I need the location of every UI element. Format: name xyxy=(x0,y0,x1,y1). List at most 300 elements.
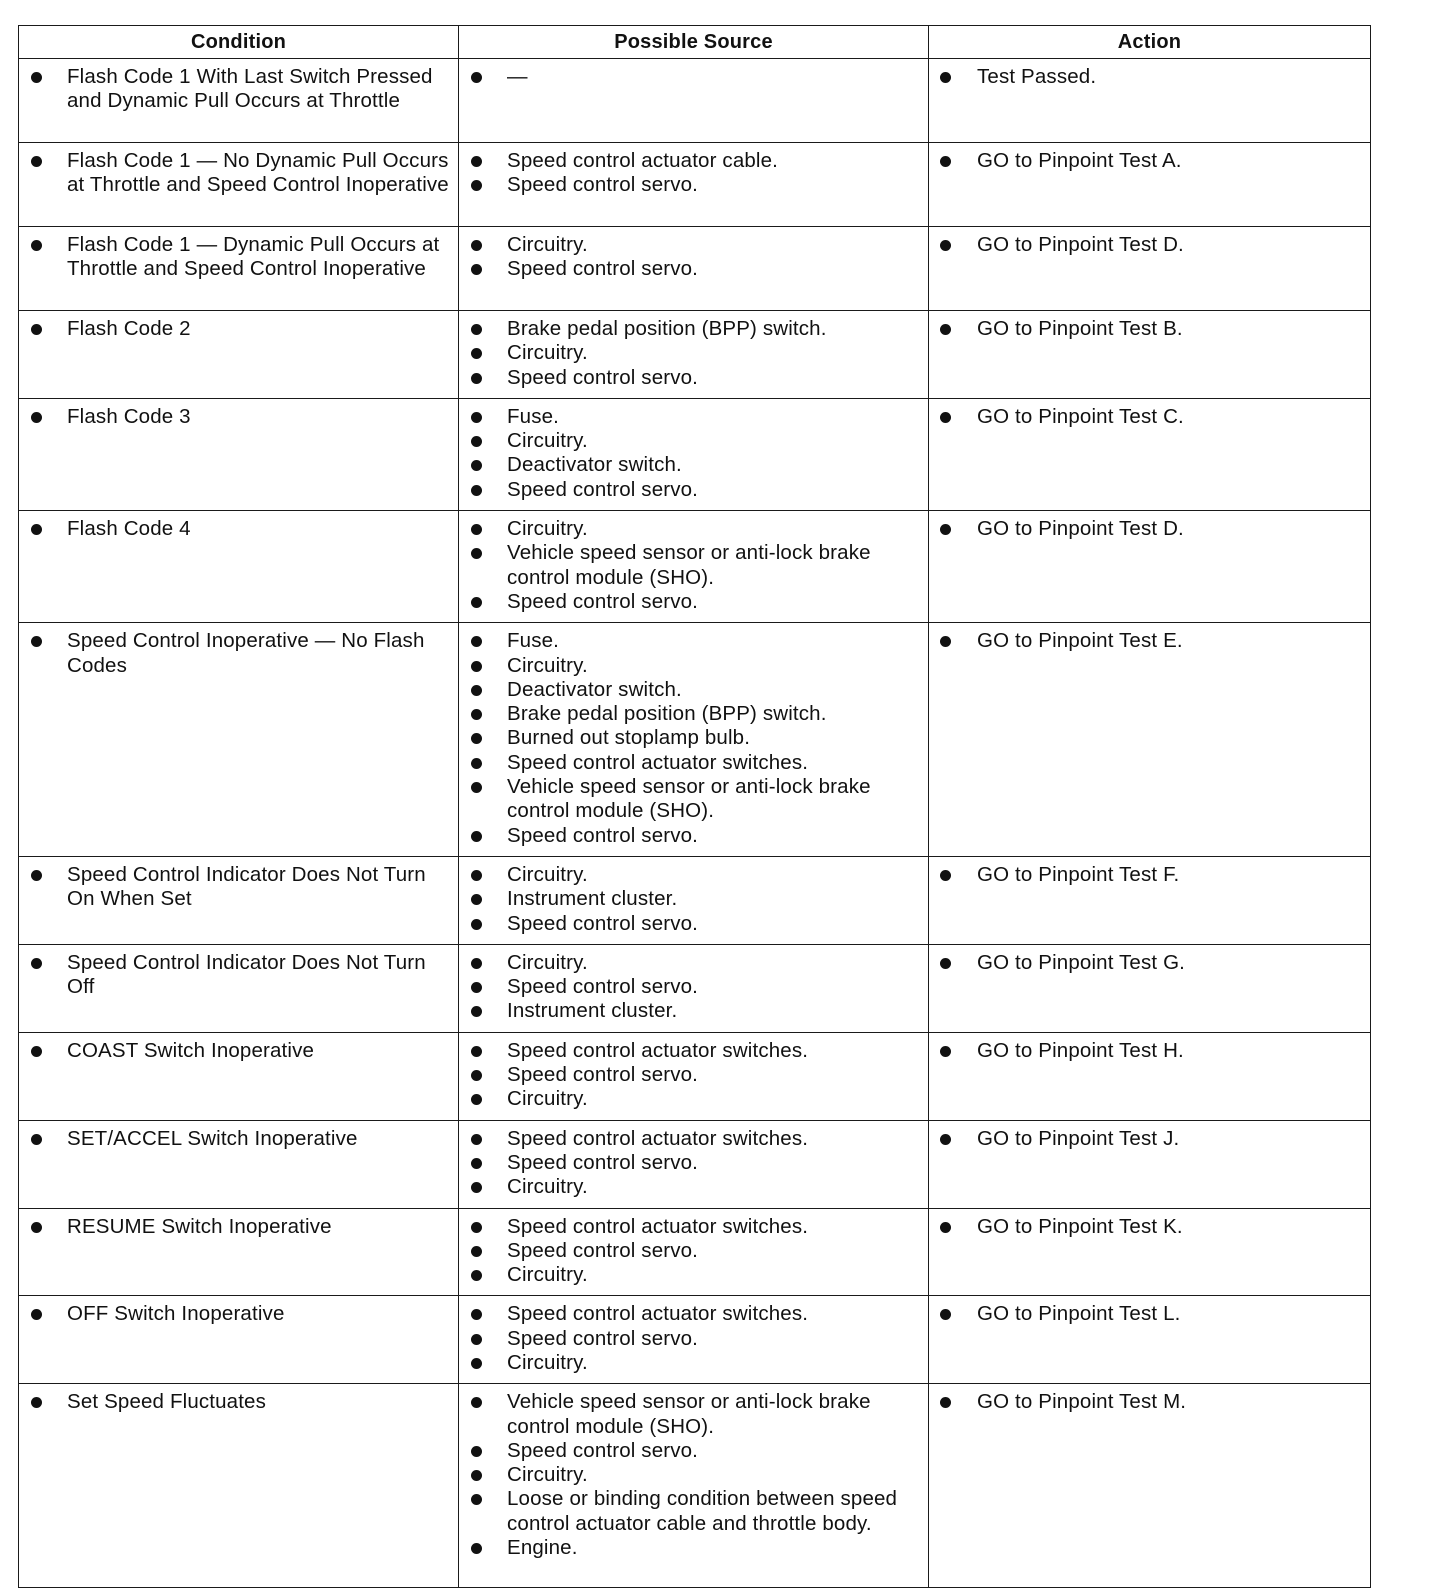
condition-item-text: Flash Code 2 xyxy=(67,317,191,340)
source-item xyxy=(459,478,928,502)
condition-list xyxy=(19,59,458,122)
source-item-text: Circuitry. xyxy=(507,1087,588,1111)
bullet-icon xyxy=(471,661,482,672)
condition-item xyxy=(19,1302,458,1326)
condition-item-text: Flash Code 1 — Dynamic Pull Occurs at Throttle and Speed Control Inoperative xyxy=(67,233,440,281)
possible-source-list xyxy=(459,945,928,1032)
action-cell xyxy=(929,143,1371,227)
bullet-icon xyxy=(471,1334,482,1345)
action-cell xyxy=(929,623,1371,857)
bullet-icon xyxy=(471,548,482,559)
source-item-text: Speed control servo. xyxy=(507,1438,699,1462)
action-item-text: GO to Pinpoint Test E. xyxy=(977,629,1183,653)
condition-item-text: Set Speed Fluctuates xyxy=(67,1390,267,1414)
condition-item xyxy=(19,1215,458,1239)
condition-cell xyxy=(19,1120,459,1208)
action-item xyxy=(929,863,1370,887)
bullet-icon xyxy=(471,1358,482,1369)
bullet-icon xyxy=(471,597,482,608)
source-item xyxy=(459,233,928,257)
source-item xyxy=(459,1536,928,1560)
bullet-icon xyxy=(471,72,482,83)
source-item-text: Instrument cluster. xyxy=(507,887,678,911)
condition-cell xyxy=(19,143,459,227)
source-item-text: Speed control servo. xyxy=(507,1063,699,1087)
bullet-icon xyxy=(31,240,42,251)
condition-item xyxy=(19,629,458,678)
source-item xyxy=(459,678,928,702)
action-item-text: GO to Pinpoint Test D. xyxy=(977,517,1184,541)
condition-list xyxy=(19,227,458,290)
bullet-icon xyxy=(471,1270,482,1281)
source-item-text: Speed control servo. xyxy=(507,589,699,613)
action-list xyxy=(929,227,1370,265)
source-item xyxy=(459,517,928,541)
source-item-text: Fuse. xyxy=(507,629,560,653)
condition-cell xyxy=(19,511,459,623)
action-list xyxy=(929,623,1370,661)
action-item-text: GO to Pinpoint Test H. xyxy=(977,1038,1184,1062)
table-body xyxy=(19,59,1371,1588)
possible-source-cell xyxy=(459,1208,929,1296)
bullet-icon xyxy=(940,412,951,423)
source-item xyxy=(459,726,928,750)
source-item xyxy=(459,887,928,911)
condition-item-text: OFF Switch Inoperative xyxy=(67,1302,285,1326)
bullet-icon xyxy=(471,709,482,720)
possible-source-cell xyxy=(459,944,929,1032)
bullet-icon xyxy=(471,180,482,191)
bullet-icon xyxy=(471,782,482,793)
action-list xyxy=(929,399,1370,437)
source-item-text: Circuitry. xyxy=(507,950,588,974)
action-list xyxy=(929,1209,1370,1247)
action-cell xyxy=(929,1296,1371,1384)
bullet-icon xyxy=(31,72,42,83)
bullet-icon xyxy=(471,264,482,275)
source-item xyxy=(459,257,928,281)
action-item-text: GO to Pinpoint Test M. xyxy=(977,1390,1187,1414)
action-cell xyxy=(929,1120,1371,1208)
source-item xyxy=(459,951,928,975)
bullet-icon xyxy=(471,1494,482,1505)
source-item-text: Deactivator switch. xyxy=(507,453,682,477)
action-item xyxy=(929,629,1370,653)
bullet-icon xyxy=(31,1134,42,1145)
source-item-text: Circuitry. xyxy=(507,862,588,886)
possible-source-list xyxy=(459,227,928,290)
condition-cell xyxy=(19,398,459,510)
condition-item-text: Flash Code 3 xyxy=(67,404,191,428)
possible-source-list xyxy=(459,1033,928,1120)
action-item-text: GO to Pinpoint Test J. xyxy=(977,1126,1180,1150)
source-item xyxy=(459,405,928,429)
source-item-text: Deactivator switch. xyxy=(507,677,682,701)
source-item xyxy=(459,366,928,390)
possible-source-cell xyxy=(459,59,929,143)
condition-list xyxy=(19,311,458,349)
condition-item xyxy=(19,65,458,114)
source-item-text: Fuse. xyxy=(507,404,560,428)
condition-list xyxy=(19,1384,458,1422)
table-row xyxy=(19,1296,1371,1384)
action-item xyxy=(929,1127,1370,1151)
bullet-icon xyxy=(471,870,482,881)
action-list xyxy=(929,511,1370,549)
source-item xyxy=(459,1175,928,1199)
bullet-icon xyxy=(471,894,482,905)
bullet-icon xyxy=(471,1134,482,1145)
source-item-text: Circuitry. xyxy=(507,517,588,541)
action-item-text: GO to Pinpoint Test G. xyxy=(977,950,1186,974)
possible-source-cell xyxy=(459,398,929,510)
condition-cell xyxy=(19,1032,459,1120)
action-list xyxy=(929,945,1370,983)
source-item-text: Speed control servo. xyxy=(507,1150,699,1174)
action-item xyxy=(929,1039,1370,1063)
bullet-icon xyxy=(471,412,482,423)
bullet-icon xyxy=(940,1046,951,1057)
source-item-text: Speed control servo. xyxy=(507,1326,699,1350)
action-item-text: GO to Pinpoint Test F. xyxy=(977,862,1180,886)
source-item xyxy=(459,1215,928,1239)
source-item xyxy=(459,1302,928,1326)
source-item-text: Speed control servo. xyxy=(507,975,699,999)
source-item xyxy=(459,1063,928,1087)
condition-item xyxy=(19,951,458,1000)
action-cell xyxy=(929,1208,1371,1296)
condition-cell xyxy=(19,1208,459,1296)
table-row xyxy=(19,944,1371,1032)
source-item xyxy=(459,1151,928,1175)
source-item-text: Vehicle speed sensor or anti-lock brake control module (SHO). xyxy=(507,541,871,589)
source-item-text: Circuitry. xyxy=(507,1175,588,1199)
condition-cell xyxy=(19,623,459,857)
bullet-icon xyxy=(471,1470,482,1481)
source-item-text: Burned out stoplamp bulb. xyxy=(507,726,751,750)
source-item-text: Brake pedal position (BPP) switch. xyxy=(507,702,827,726)
bullet-icon xyxy=(471,1182,482,1193)
source-item xyxy=(459,341,928,365)
condition-cell xyxy=(19,944,459,1032)
condition-item xyxy=(19,149,458,198)
bullet-icon xyxy=(31,1397,42,1408)
table-row xyxy=(19,311,1371,399)
possible-source-list xyxy=(459,857,928,944)
table-row xyxy=(19,511,1371,623)
condition-list xyxy=(19,399,458,437)
bullet-icon xyxy=(471,1309,482,1320)
condition-list xyxy=(19,1121,458,1159)
bullet-icon xyxy=(471,685,482,696)
condition-item xyxy=(19,863,458,912)
table-row xyxy=(19,227,1371,311)
bullet-icon xyxy=(31,156,42,167)
action-cell xyxy=(929,1384,1371,1588)
action-list xyxy=(929,1384,1370,1422)
possible-source-list xyxy=(459,1296,928,1383)
bullet-icon xyxy=(940,1309,951,1320)
condition-item-text: Flash Code 1 With Last Switch Pressed and Dynamic Pull Occurs at Throttle xyxy=(67,65,433,113)
condition-item xyxy=(19,405,458,429)
bullet-icon xyxy=(940,240,951,251)
bullet-icon xyxy=(471,348,482,359)
source-item xyxy=(459,824,928,848)
action-item xyxy=(929,1215,1370,1239)
source-item-text: Circuitry. xyxy=(507,1463,588,1487)
source-item xyxy=(459,429,928,453)
condition-list xyxy=(19,143,458,206)
source-item-text: Speed control servo. xyxy=(507,911,699,935)
source-item xyxy=(459,1439,928,1463)
possible-source-list xyxy=(459,623,928,856)
action-list xyxy=(929,311,1370,349)
source-item xyxy=(459,541,928,590)
possible-source-list xyxy=(459,1209,928,1296)
source-item xyxy=(459,1327,928,1351)
possible-source-cell xyxy=(459,227,929,311)
source-item-text: Speed control actuator switches. xyxy=(507,1126,809,1150)
source-item xyxy=(459,65,928,89)
condition-item-text: Speed Control Indicator Does Not Turn On When Set xyxy=(67,862,426,911)
action-item xyxy=(929,1302,1370,1326)
bullet-icon xyxy=(471,1046,482,1057)
possible-source-cell xyxy=(459,1120,929,1208)
diagnosis-table-wrapper xyxy=(18,25,1370,1588)
condition-list xyxy=(19,1033,458,1071)
bullet-icon xyxy=(31,1309,42,1320)
header-action: Action xyxy=(929,26,1371,59)
condition-item-text: Flash Code 4 xyxy=(67,517,191,541)
table-header-row xyxy=(19,26,1371,59)
source-item-text: Speed control actuator switches. xyxy=(507,1038,809,1062)
possible-source-list xyxy=(459,143,928,206)
source-item-text: Speed control actuator cable. xyxy=(507,149,779,172)
source-item-text: Circuitry. xyxy=(507,1263,588,1287)
bullet-icon xyxy=(471,919,482,930)
bullet-icon xyxy=(471,240,482,251)
source-item-text: Speed control servo. xyxy=(507,823,699,847)
bullet-icon xyxy=(940,636,951,647)
action-item xyxy=(929,149,1370,173)
bullet-icon xyxy=(471,524,482,535)
possible-source-cell xyxy=(459,511,929,623)
action-item xyxy=(929,233,1370,257)
action-list xyxy=(929,1033,1370,1071)
bullet-icon xyxy=(471,958,482,969)
possible-source-list xyxy=(459,311,928,398)
source-item-text: Speed control servo. xyxy=(507,257,699,281)
source-item-text: Circuitry. xyxy=(507,653,588,677)
source-item-text: Engine. xyxy=(507,1536,578,1560)
table-row xyxy=(19,856,1371,944)
bullet-icon xyxy=(471,1397,482,1408)
source-item xyxy=(459,863,928,887)
condition-cell xyxy=(19,59,459,143)
source-item xyxy=(459,775,928,824)
action-list xyxy=(929,1296,1370,1334)
bullet-icon xyxy=(471,373,482,384)
symptom-chart-table xyxy=(18,25,1371,1588)
possible-source-cell xyxy=(459,311,929,399)
source-item xyxy=(459,1039,928,1063)
possible-source-list xyxy=(459,511,928,622)
bullet-icon xyxy=(471,485,482,496)
condition-item xyxy=(19,1127,458,1151)
source-item xyxy=(459,975,928,999)
table-row xyxy=(19,1384,1371,1588)
header-possible-source: Possible Source xyxy=(459,26,929,59)
condition-list xyxy=(19,511,458,549)
source-item xyxy=(459,590,928,614)
action-item xyxy=(929,405,1370,429)
condition-cell xyxy=(19,1384,459,1588)
possible-source-cell xyxy=(459,143,929,227)
bullet-icon xyxy=(471,436,482,447)
bullet-icon xyxy=(471,1006,482,1017)
action-item-text: GO to Pinpoint Test B. xyxy=(977,317,1183,340)
source-item xyxy=(459,1463,928,1487)
bullet-icon xyxy=(471,1070,482,1081)
bullet-icon xyxy=(31,636,42,647)
condition-item xyxy=(19,233,458,282)
bullet-icon xyxy=(471,1543,482,1554)
bullet-icon xyxy=(940,1397,951,1408)
bullet-icon xyxy=(471,982,482,993)
table-row xyxy=(19,59,1371,143)
possible-source-list xyxy=(459,59,928,97)
bullet-icon xyxy=(940,524,951,535)
bullet-icon xyxy=(31,324,42,335)
source-item-text: Speed control servo. xyxy=(507,365,699,389)
bullet-icon xyxy=(471,1246,482,1257)
condition-item xyxy=(19,317,458,341)
source-item-text: Brake pedal position (BPP) switch. xyxy=(507,317,827,340)
possible-source-list xyxy=(459,1121,928,1208)
action-item-text: GO to Pinpoint Test L. xyxy=(977,1302,1181,1326)
source-item xyxy=(459,1087,928,1111)
source-item xyxy=(459,1127,928,1151)
action-item-text: GO to Pinpoint Test C. xyxy=(977,404,1184,428)
source-item xyxy=(459,453,928,477)
bullet-icon xyxy=(31,1046,42,1057)
action-list xyxy=(929,143,1370,181)
source-item-text: Speed control actuator switches. xyxy=(507,1302,809,1326)
condition-list xyxy=(19,1209,458,1247)
action-cell xyxy=(929,856,1371,944)
bullet-icon xyxy=(471,831,482,842)
bullet-icon xyxy=(471,324,482,335)
action-item xyxy=(929,1390,1370,1414)
condition-item-text: Flash Code 1 — No Dynamic Pull Occurs at Throttle and Speed Control Inoperative xyxy=(67,149,449,197)
source-item xyxy=(459,629,928,653)
source-item-text: Loose or binding condition between speed control actuator cable and throttle body. xyxy=(507,1487,898,1535)
source-item xyxy=(459,1263,928,1287)
source-item xyxy=(459,1390,928,1439)
possible-source-list xyxy=(459,1384,928,1568)
possible-source-cell xyxy=(459,1296,929,1384)
action-cell xyxy=(929,944,1371,1032)
condition-item xyxy=(19,1039,458,1063)
condition-list xyxy=(19,1296,458,1334)
bullet-icon xyxy=(31,1222,42,1233)
bullet-icon xyxy=(940,324,951,335)
bullet-icon xyxy=(31,524,42,535)
bullet-icon xyxy=(31,958,42,969)
bullet-icon xyxy=(471,1446,482,1457)
condition-item-text: Speed Control Inoperative — No Flash Codes xyxy=(67,629,425,677)
condition-cell xyxy=(19,311,459,399)
possible-source-cell xyxy=(459,1032,929,1120)
source-item-text: Vehicle speed sensor or anti-lock brake control module (SHO). xyxy=(507,1390,871,1438)
bullet-icon xyxy=(471,636,482,647)
source-item-text: Speed control actuator switches. xyxy=(507,750,809,774)
bullet-icon xyxy=(940,870,951,881)
condition-list xyxy=(19,945,458,1008)
possible-source-cell xyxy=(459,623,929,857)
action-list xyxy=(929,1121,1370,1159)
action-cell xyxy=(929,398,1371,510)
table-row xyxy=(19,1032,1371,1120)
action-cell xyxy=(929,1032,1371,1120)
source-item-text: Speed control servo. xyxy=(507,173,699,197)
possible-source-cell xyxy=(459,1384,929,1588)
source-item-text: Speed control actuator switches. xyxy=(507,1214,809,1238)
action-cell xyxy=(929,59,1371,143)
bullet-icon xyxy=(471,1094,482,1105)
condition-item-text: COAST Switch Inoperative xyxy=(67,1038,315,1062)
bullet-icon xyxy=(940,72,951,83)
action-item-text: Test Passed. xyxy=(977,65,1097,88)
source-item xyxy=(459,751,928,775)
source-item-text: Circuitry. xyxy=(507,233,588,256)
bullet-icon xyxy=(31,870,42,881)
action-item-text: GO to Pinpoint Test K. xyxy=(977,1214,1183,1238)
table-row xyxy=(19,1120,1371,1208)
bullet-icon xyxy=(471,460,482,471)
source-item xyxy=(459,1487,928,1536)
source-item xyxy=(459,317,928,341)
condition-cell xyxy=(19,1296,459,1384)
bullet-icon xyxy=(471,156,482,167)
source-item xyxy=(459,1351,928,1375)
bullet-icon xyxy=(471,733,482,744)
action-item xyxy=(929,65,1370,89)
condition-item xyxy=(19,517,458,541)
condition-item xyxy=(19,1390,458,1414)
action-item-text: GO to Pinpoint Test D. xyxy=(977,233,1184,256)
condition-item-text: SET/ACCEL Switch Inoperative xyxy=(67,1126,358,1150)
condition-list xyxy=(19,623,458,686)
source-item xyxy=(459,912,928,936)
possible-source-list xyxy=(459,399,928,510)
source-item xyxy=(459,1239,928,1263)
bullet-icon xyxy=(940,1134,951,1145)
source-item-text: Vehicle speed sensor or anti-lock brake control module (SHO). xyxy=(507,775,871,823)
source-item xyxy=(459,702,928,726)
source-item xyxy=(459,149,928,173)
source-item-text: Circuitry. xyxy=(507,1350,588,1374)
bullet-icon xyxy=(471,1222,482,1233)
bullet-icon xyxy=(471,1158,482,1169)
header-condition: Condition xyxy=(19,26,459,59)
action-cell xyxy=(929,311,1371,399)
source-item xyxy=(459,999,928,1023)
action-item-text: GO to Pinpoint Test A. xyxy=(977,149,1182,172)
source-item xyxy=(459,654,928,678)
action-list xyxy=(929,857,1370,895)
condition-cell xyxy=(19,856,459,944)
